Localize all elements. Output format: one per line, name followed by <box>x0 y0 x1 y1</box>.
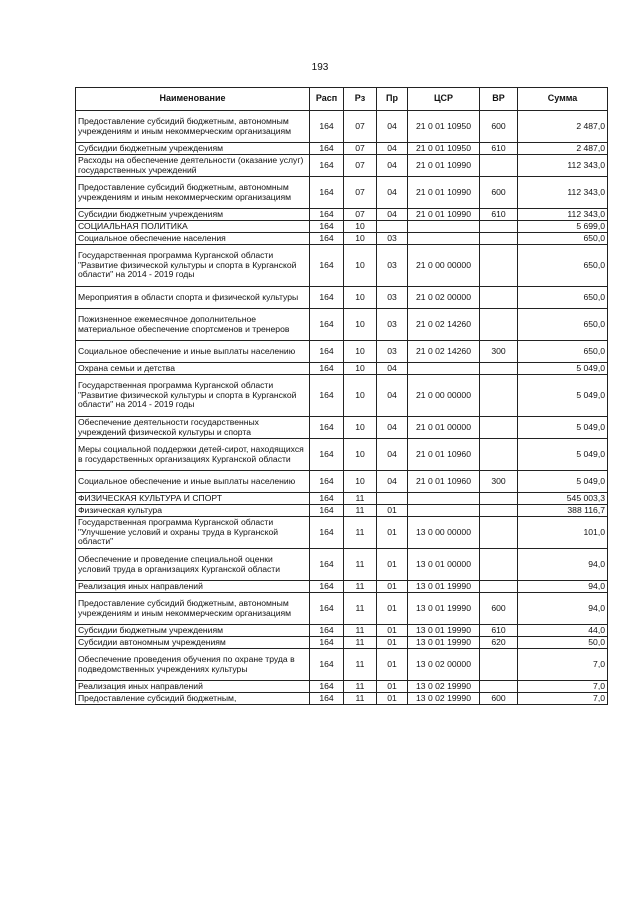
cell-vr: 600 <box>480 693 518 705</box>
cell-name: Реализация иных направлений <box>76 581 310 593</box>
cell-vr <box>480 505 518 517</box>
cell-sum: 5 049,0 <box>518 471 608 493</box>
cell-vr <box>480 155 518 177</box>
cell-rz: 11 <box>344 637 377 649</box>
cell-pr: 04 <box>377 155 408 177</box>
cell-vr <box>480 363 518 375</box>
cell-vr: 600 <box>480 111 518 143</box>
cell-name: Социальное обеспечение и иные выплаты населению <box>76 471 310 493</box>
cell-csr <box>408 221 480 233</box>
cell-rz: 07 <box>344 209 377 221</box>
cell-csr: 13 0 01 00000 <box>408 549 480 581</box>
table-row <box>76 143 608 155</box>
cell-csr: 21 0 01 10960 <box>408 471 480 493</box>
table-row <box>76 221 608 233</box>
cell-rz: 07 <box>344 111 377 143</box>
cell-name: Субсидии автономным учреждениям <box>76 637 310 649</box>
cell-pr: 03 <box>377 287 408 309</box>
table-row <box>76 471 608 493</box>
cell-csr: 13 0 00 00000 <box>408 517 480 549</box>
cell-pr: 01 <box>377 517 408 549</box>
table-row <box>76 233 608 245</box>
cell-vr: 600 <box>480 593 518 625</box>
cell-pr: 04 <box>377 375 408 417</box>
cell-sum: 5 049,0 <box>518 417 608 439</box>
cell-rasp: 164 <box>310 363 344 375</box>
cell-sum: 2 487,0 <box>518 111 608 143</box>
table-row <box>76 439 608 471</box>
cell-rasp: 164 <box>310 649 344 681</box>
cell-rz: 11 <box>344 681 377 693</box>
table-body <box>76 111 608 705</box>
cell-rasp: 164 <box>310 549 344 581</box>
cell-rz: 10 <box>344 471 377 493</box>
table-row <box>76 693 608 705</box>
cell-sum: 388 116,7 <box>518 505 608 517</box>
cell-sum: 5 699,0 <box>518 221 608 233</box>
cell-pr: 04 <box>377 471 408 493</box>
table-row <box>76 209 608 221</box>
cell-vr <box>480 221 518 233</box>
cell-vr: 600 <box>480 177 518 209</box>
cell-name: Субсидии бюджетным учреждениям <box>76 143 310 155</box>
cell-rz: 10 <box>344 287 377 309</box>
table-row <box>76 363 608 375</box>
cell-pr: 04 <box>377 177 408 209</box>
cell-rasp: 164 <box>310 375 344 417</box>
header-sum: Сумма <box>518 88 608 111</box>
cell-pr: 03 <box>377 309 408 341</box>
cell-rz: 10 <box>344 221 377 233</box>
table-row <box>76 341 608 363</box>
cell-vr <box>480 287 518 309</box>
header-rz: Рз <box>344 88 377 111</box>
cell-rz: 10 <box>344 363 377 375</box>
cell-csr: 13 0 01 19990 <box>408 593 480 625</box>
cell-name: Государственная программа Курганской области "Развитие физической культуры и спорта в Курганской области" на 2014 - 2019 годы <box>76 375 310 417</box>
table-row <box>76 581 608 593</box>
cell-rz: 10 <box>344 375 377 417</box>
cell-sum: 94,0 <box>518 549 608 581</box>
cell-name: Предоставление субсидий бюджетным, автономным учреждениям и иным некоммерческим организациям <box>76 111 310 143</box>
cell-pr: 01 <box>377 649 408 681</box>
cell-vr <box>480 439 518 471</box>
cell-vr <box>480 233 518 245</box>
cell-csr: 13 0 02 19990 <box>408 693 480 705</box>
cell-csr: 21 0 01 10950 <box>408 143 480 155</box>
cell-vr <box>480 245 518 287</box>
cell-pr: 01 <box>377 681 408 693</box>
cell-rz: 11 <box>344 505 377 517</box>
cell-name: Предоставление субсидий бюджетным, автономным учреждениям и иным некоммерческим организациям <box>76 177 310 209</box>
cell-name: Меры социальной поддержки детей-сирот, находящихся в государственных организациях Курганской области <box>76 439 310 471</box>
cell-csr: 21 0 02 14260 <box>408 341 480 363</box>
cell-vr: 300 <box>480 341 518 363</box>
cell-rz: 10 <box>344 439 377 471</box>
cell-pr: 01 <box>377 581 408 593</box>
cell-sum: 112 343,0 <box>518 177 608 209</box>
cell-sum: 650,0 <box>518 309 608 341</box>
table-row <box>76 309 608 341</box>
table-row <box>76 155 608 177</box>
cell-name: Мероприятия в области спорта и физической культуры <box>76 287 310 309</box>
cell-rasp: 164 <box>310 309 344 341</box>
cell-rasp: 164 <box>310 493 344 505</box>
table-row <box>76 549 608 581</box>
cell-rasp: 164 <box>310 471 344 493</box>
cell-csr <box>408 505 480 517</box>
table-row <box>76 111 608 143</box>
cell-vr <box>480 549 518 581</box>
cell-pr <box>377 493 408 505</box>
cell-sum: 44,0 <box>518 625 608 637</box>
cell-csr: 13 0 02 19990 <box>408 681 480 693</box>
cell-csr <box>408 493 480 505</box>
cell-vr: 610 <box>480 209 518 221</box>
cell-sum: 650,0 <box>518 245 608 287</box>
cell-pr: 03 <box>377 341 408 363</box>
cell-vr <box>480 309 518 341</box>
cell-sum: 101,0 <box>518 517 608 549</box>
cell-name: Обеспечение и проведение специальной оценки условий труда в организациях Курганской области <box>76 549 310 581</box>
cell-vr <box>480 581 518 593</box>
cell-rz: 10 <box>344 417 377 439</box>
cell-name: Предоставление субсидий бюджетным, <box>76 693 310 705</box>
cell-pr: 04 <box>377 417 408 439</box>
header-rasp: Расп <box>310 88 344 111</box>
table-row <box>76 375 608 417</box>
cell-csr: 13 0 01 19990 <box>408 625 480 637</box>
cell-csr: 21 0 02 14260 <box>408 309 480 341</box>
cell-sum: 2 487,0 <box>518 143 608 155</box>
cell-name: Субсидии бюджетным учреждениям <box>76 625 310 637</box>
cell-rz: 10 <box>344 341 377 363</box>
table-row <box>76 245 608 287</box>
cell-rasp: 164 <box>310 143 344 155</box>
cell-name: Физическая культура <box>76 505 310 517</box>
cell-rasp: 164 <box>310 233 344 245</box>
cell-rasp: 164 <box>310 517 344 549</box>
cell-rasp: 164 <box>310 439 344 471</box>
cell-name: ФИЗИЧЕСКАЯ КУЛЬТУРА И СПОРТ <box>76 493 310 505</box>
cell-pr: 04 <box>377 439 408 471</box>
cell-name: Социальное обеспечение и иные выплаты населению <box>76 341 310 363</box>
header-name: Наименование <box>76 88 310 111</box>
cell-csr: 13 0 01 19990 <box>408 637 480 649</box>
cell-sum: 650,0 <box>518 341 608 363</box>
cell-pr: 03 <box>377 245 408 287</box>
cell-name: Расходы на обеспечение деятельности (оказание услуг) государственных учреждений <box>76 155 310 177</box>
cell-rz: 11 <box>344 649 377 681</box>
cell-rz: 11 <box>344 517 377 549</box>
cell-vr: 300 <box>480 471 518 493</box>
cell-csr: 21 0 00 00000 <box>408 245 480 287</box>
cell-sum: 650,0 <box>518 233 608 245</box>
cell-sum: 5 049,0 <box>518 363 608 375</box>
header-vr: ВР <box>480 88 518 111</box>
cell-rz: 10 <box>344 309 377 341</box>
cell-pr: 01 <box>377 549 408 581</box>
cell-name: Пожизненное ежемесячное дополнительное материальное обеспечение спортсменов и тренеров <box>76 309 310 341</box>
cell-rasp: 164 <box>310 417 344 439</box>
cell-pr: 03 <box>377 233 408 245</box>
cell-name: СОЦИАЛЬНАЯ ПОЛИТИКА <box>76 221 310 233</box>
cell-name: Государственная программа Курганской области "Развитие физической культуры и спорта в Курганской области" на 2014 - 2019 годы <box>76 245 310 287</box>
cell-rasp: 164 <box>310 209 344 221</box>
cell-sum: 94,0 <box>518 581 608 593</box>
cell-csr: 21 0 01 10990 <box>408 177 480 209</box>
cell-name: Государственная программа Курганской области "Улучшение условий и охраны труда в Курганской области" <box>76 517 310 549</box>
cell-rz: 11 <box>344 625 377 637</box>
cell-pr: 01 <box>377 505 408 517</box>
cell-pr: 04 <box>377 143 408 155</box>
cell-csr: 21 0 01 10990 <box>408 155 480 177</box>
cell-name: Субсидии бюджетным учреждениям <box>76 209 310 221</box>
cell-vr <box>480 681 518 693</box>
cell-rasp: 164 <box>310 111 344 143</box>
cell-rasp: 164 <box>310 155 344 177</box>
cell-vr: 620 <box>480 637 518 649</box>
table-row <box>76 625 608 637</box>
cell-rz: 07 <box>344 143 377 155</box>
cell-rz: 07 <box>344 177 377 209</box>
cell-rasp: 164 <box>310 341 344 363</box>
cell-sum: 112 343,0 <box>518 155 608 177</box>
cell-rz: 10 <box>344 245 377 287</box>
cell-vr: 610 <box>480 625 518 637</box>
cell-csr: 21 0 01 00000 <box>408 417 480 439</box>
cell-csr: 21 0 02 00000 <box>408 287 480 309</box>
table-header-row <box>76 88 608 111</box>
cell-rasp: 164 <box>310 693 344 705</box>
cell-rasp: 164 <box>310 505 344 517</box>
cell-pr: 01 <box>377 593 408 625</box>
cell-pr: 04 <box>377 209 408 221</box>
table-row <box>76 593 608 625</box>
cell-csr: 21 0 01 10960 <box>408 439 480 471</box>
table-row <box>76 637 608 649</box>
cell-pr: 04 <box>377 363 408 375</box>
cell-csr <box>408 363 480 375</box>
cell-rz: 11 <box>344 581 377 593</box>
cell-rasp: 164 <box>310 221 344 233</box>
budget-table <box>75 87 608 705</box>
cell-rz: 11 <box>344 549 377 581</box>
cell-sum: 112 343,0 <box>518 209 608 221</box>
table-row <box>76 681 608 693</box>
cell-sum: 650,0 <box>518 287 608 309</box>
table-row <box>76 505 608 517</box>
cell-sum: 545 003,3 <box>518 493 608 505</box>
cell-rasp: 164 <box>310 593 344 625</box>
cell-csr: 21 0 01 10990 <box>408 209 480 221</box>
header-pr: Пр <box>377 88 408 111</box>
cell-vr <box>480 493 518 505</box>
cell-rasp: 164 <box>310 177 344 209</box>
cell-rz: 07 <box>344 155 377 177</box>
cell-csr: 21 0 00 00000 <box>408 375 480 417</box>
cell-sum: 94,0 <box>518 593 608 625</box>
table-row <box>76 417 608 439</box>
cell-name: Охрана семьи и детства <box>76 363 310 375</box>
cell-sum: 5 049,0 <box>518 375 608 417</box>
cell-name: Социальное обеспечение населения <box>76 233 310 245</box>
cell-rasp: 164 <box>310 245 344 287</box>
cell-sum: 7,0 <box>518 649 608 681</box>
table-row <box>76 649 608 681</box>
cell-rz: 11 <box>344 693 377 705</box>
cell-name: Предоставление субсидий бюджетным, автономным учреждениям и иным некоммерческим организациям <box>76 593 310 625</box>
cell-rz: 11 <box>344 493 377 505</box>
header-csr: ЦСР <box>408 88 480 111</box>
cell-csr: 13 0 02 00000 <box>408 649 480 681</box>
cell-csr: 13 0 01 19990 <box>408 581 480 593</box>
cell-rasp: 164 <box>310 625 344 637</box>
cell-vr <box>480 375 518 417</box>
cell-pr: 01 <box>377 637 408 649</box>
cell-name: Реализация иных направлений <box>76 681 310 693</box>
cell-vr <box>480 417 518 439</box>
cell-pr <box>377 221 408 233</box>
cell-name: Обеспечение деятельности государственных учреждений физической культуры и спорта <box>76 417 310 439</box>
table-row <box>76 287 608 309</box>
cell-pr: 04 <box>377 111 408 143</box>
cell-rasp: 164 <box>310 581 344 593</box>
cell-sum: 5 049,0 <box>518 439 608 471</box>
table-row <box>76 177 608 209</box>
cell-pr: 01 <box>377 625 408 637</box>
cell-sum: 50,0 <box>518 637 608 649</box>
cell-pr: 01 <box>377 693 408 705</box>
cell-csr: 21 0 01 10950 <box>408 111 480 143</box>
table-row <box>76 493 608 505</box>
cell-sum: 7,0 <box>518 693 608 705</box>
cell-vr <box>480 649 518 681</box>
cell-vr: 610 <box>480 143 518 155</box>
cell-rz: 11 <box>344 593 377 625</box>
table-row <box>76 517 608 549</box>
cell-rasp: 164 <box>310 637 344 649</box>
page-number: 193 <box>311 62 329 73</box>
cell-rz: 10 <box>344 233 377 245</box>
cell-rasp: 164 <box>310 681 344 693</box>
cell-rasp: 164 <box>310 287 344 309</box>
cell-csr <box>408 233 480 245</box>
cell-name: Обеспечение проведения обучения по охране труда в подведомственных учреждениях культуры <box>76 649 310 681</box>
cell-vr <box>480 517 518 549</box>
cell-sum: 7,0 <box>518 681 608 693</box>
